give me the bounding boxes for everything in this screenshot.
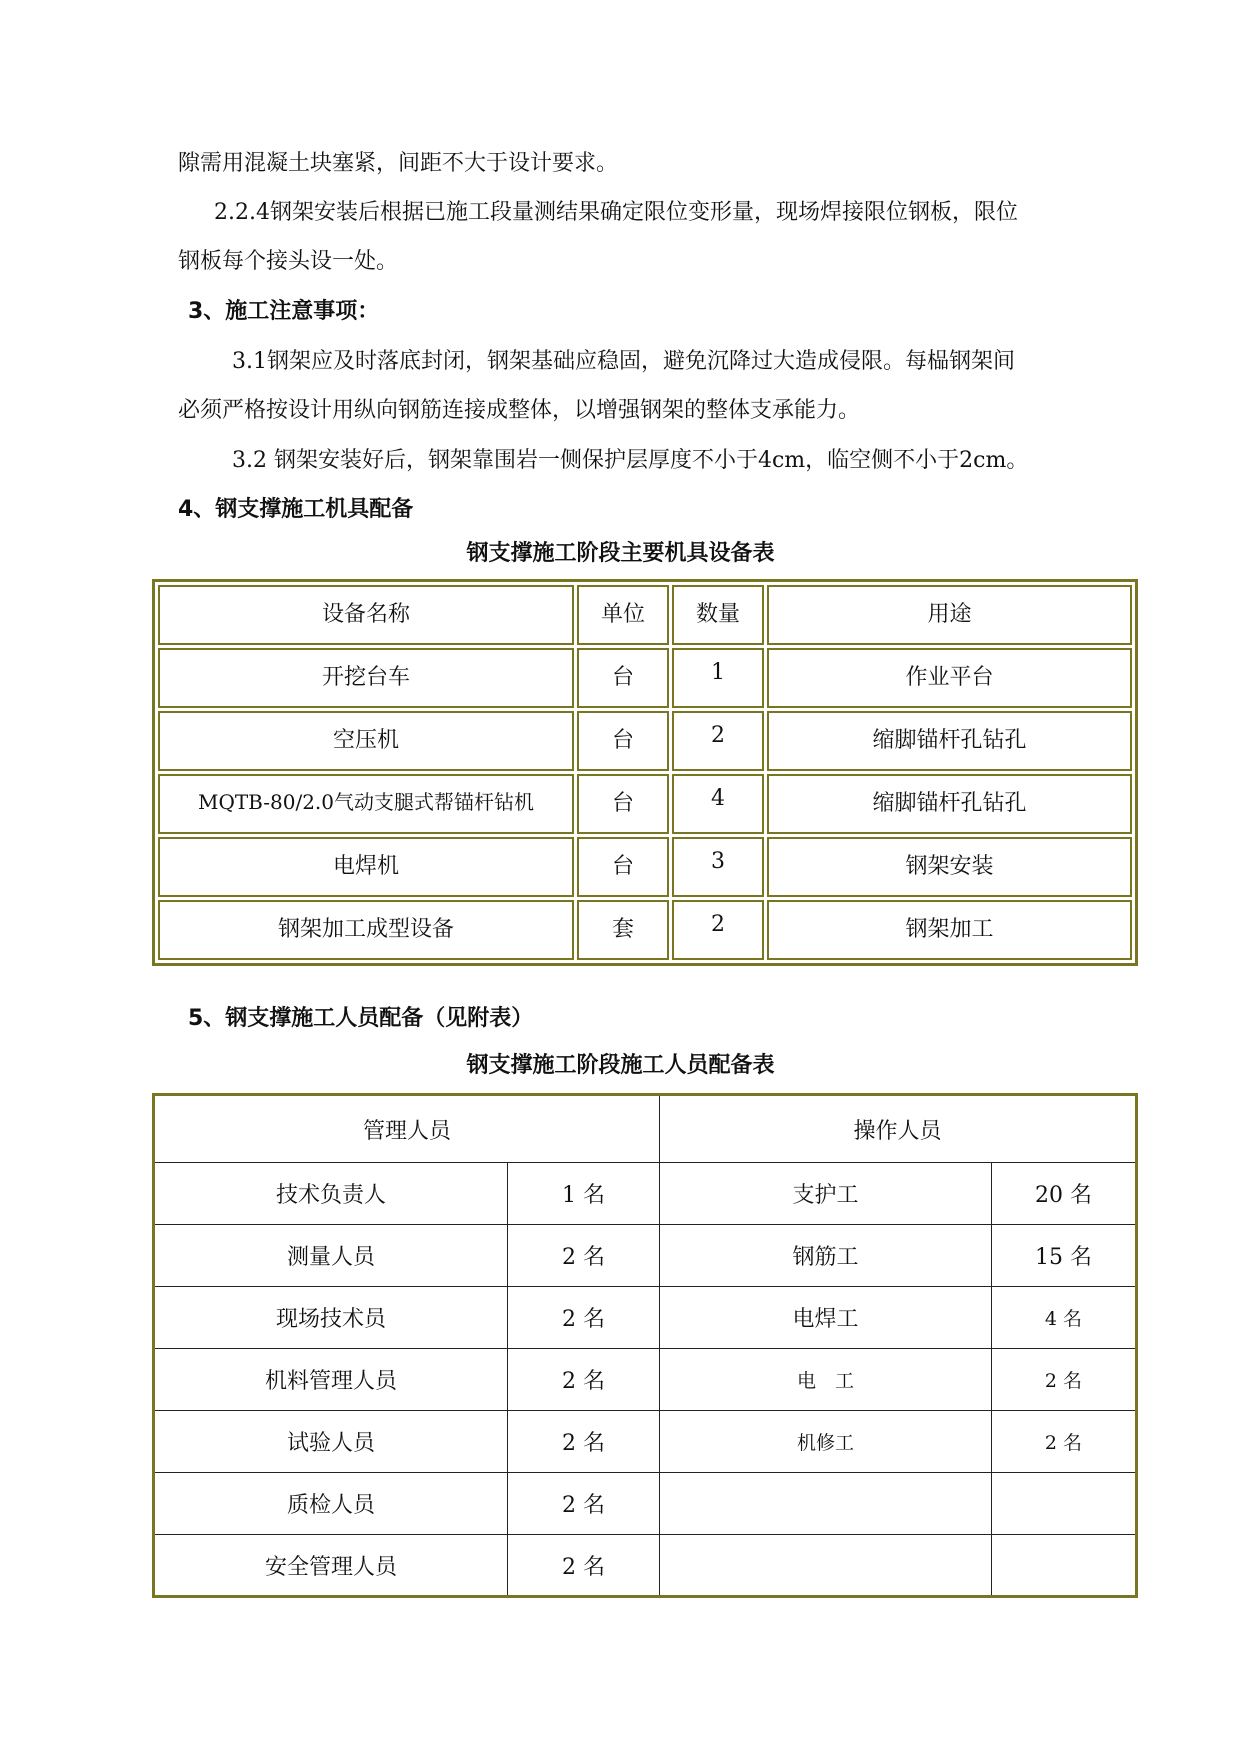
table-cell: 电 工 (660, 1349, 992, 1411)
table-cell: 套 (577, 900, 669, 960)
table-cell: 1 名 (508, 1163, 660, 1225)
table-cell: 2 (672, 900, 764, 960)
table-row (158, 711, 1132, 771)
personnel-table-caption: 钢支撑施工阶段施工人员配备表 (466, 1053, 775, 1078)
equipment-table (152, 579, 1138, 966)
header-cell: 数量 (672, 585, 764, 645)
table-cell: 机料管理人员 (154, 1349, 508, 1411)
table-cell: 台 (577, 837, 669, 897)
table-cell: 电焊工 (660, 1287, 992, 1349)
table-cell: 台 (577, 774, 669, 834)
paragraph-2-line-1: 2.2.4钢架安装后根据已施工段量测结果确定限位变形量，现场焊接限位钢板，限位 (214, 200, 1018, 225)
table-row (154, 1225, 1137, 1287)
table-cell: 测量人员 (154, 1225, 508, 1287)
table-cell: 安全管理人员 (154, 1535, 508, 1597)
table-cell: 2 名 (508, 1535, 660, 1597)
header-cell: 操作人员 (660, 1095, 1137, 1163)
header-cell: 管理人员 (154, 1095, 660, 1163)
table-cell: 2 名 (508, 1287, 660, 1349)
table-cell: 质检人员 (154, 1473, 508, 1535)
table-cell (660, 1535, 992, 1597)
table-cell: 机修工 (660, 1411, 992, 1473)
table-cell: 作业平台 (767, 648, 1132, 708)
table-cell: 2 名 (508, 1349, 660, 1411)
header-cell: 单位 (577, 585, 669, 645)
table-row (154, 1349, 1137, 1411)
table-row (154, 1163, 1137, 1225)
table-cell: 电焊机 (158, 837, 574, 897)
table-cell (660, 1473, 992, 1535)
table-cell: 15 名 (992, 1225, 1137, 1287)
personnel-table (152, 1093, 1138, 1598)
personnel-table-header-row (154, 1095, 1137, 1163)
table-cell: 现场技术员 (154, 1287, 508, 1349)
table-cell: 钢筋工 (660, 1225, 992, 1287)
table-cell: 4 (672, 774, 764, 834)
table-cell: 20 名 (992, 1163, 1137, 1225)
table-cell: 2 名 (508, 1225, 660, 1287)
table-cell: 3 (672, 837, 764, 897)
section-heading-3: 3、施工注意事项： (188, 299, 380, 324)
table-cell: 1 (672, 648, 764, 708)
table-cell: 2 名 (992, 1411, 1137, 1473)
table-cell: 2 名 (508, 1473, 660, 1535)
table-row (158, 648, 1132, 708)
table-cell: 开挖台车 (158, 648, 574, 708)
table-cell: 支护工 (660, 1163, 992, 1225)
table-row (154, 1535, 1137, 1597)
table-cell: 台 (577, 648, 669, 708)
table-cell: 钢架加工 (767, 900, 1132, 960)
paragraph-2-line-2: 钢板每个接头设一处。 (178, 249, 399, 274)
header-cell: 用途 (767, 585, 1132, 645)
table-cell: 2 名 (992, 1349, 1137, 1411)
table-cell: 2 名 (508, 1411, 660, 1473)
paragraph-4: 3.2 钢架安装好后，钢架靠围岩一侧保护层厚度不小于4cm，临空侧不小于2cm。 (232, 448, 1029, 473)
table-row (154, 1473, 1137, 1535)
table-cell: 钢架加工成型设备 (158, 900, 574, 960)
table-cell: 缩脚锚杆孔钻孔 (767, 774, 1132, 834)
table-cell: MQTB-80/2.0气动支腿式帮锚杆钻机 (158, 774, 574, 834)
table-row (158, 774, 1132, 834)
table-cell: 缩脚锚杆孔钻孔 (767, 711, 1132, 771)
table-cell: 台 (577, 711, 669, 771)
table-cell: 钢架安装 (767, 837, 1132, 897)
table-cell: 试验人员 (154, 1411, 508, 1473)
section-heading-4: 4、钢支撑施工机具配备 (178, 497, 414, 522)
table-cell (992, 1535, 1137, 1597)
table-cell: 4 名 (992, 1287, 1137, 1349)
table-row (154, 1411, 1137, 1473)
section-heading-5: 5、钢支撑施工人员配备（见附表） (188, 1006, 534, 1031)
paragraph-3-line-1: 3.1钢架应及时落底封闭，钢架基础应稳固，避免沉降过大造成侵限。每榀钢架间 (232, 349, 1015, 374)
equipment-table-caption: 钢支撑施工阶段主要机具设备表 (466, 541, 775, 566)
header-cell: 设备名称 (158, 585, 574, 645)
paragraph-1: 隙需用混凝土块塞紧，间距不大于设计要求。 (178, 151, 619, 176)
paragraph-3-line-2: 必须严格按设计用纵向钢筋连接成整体，以增强钢架的整体支承能力。 (178, 398, 861, 423)
table-row (158, 900, 1132, 960)
equipment-table-header-row (158, 585, 1132, 645)
table-cell: 技术负责人 (154, 1163, 508, 1225)
table-cell: 2 (672, 711, 764, 771)
table-cell (992, 1473, 1137, 1535)
table-cell: 空压机 (158, 711, 574, 771)
table-row (154, 1287, 1137, 1349)
table-row (158, 837, 1132, 897)
